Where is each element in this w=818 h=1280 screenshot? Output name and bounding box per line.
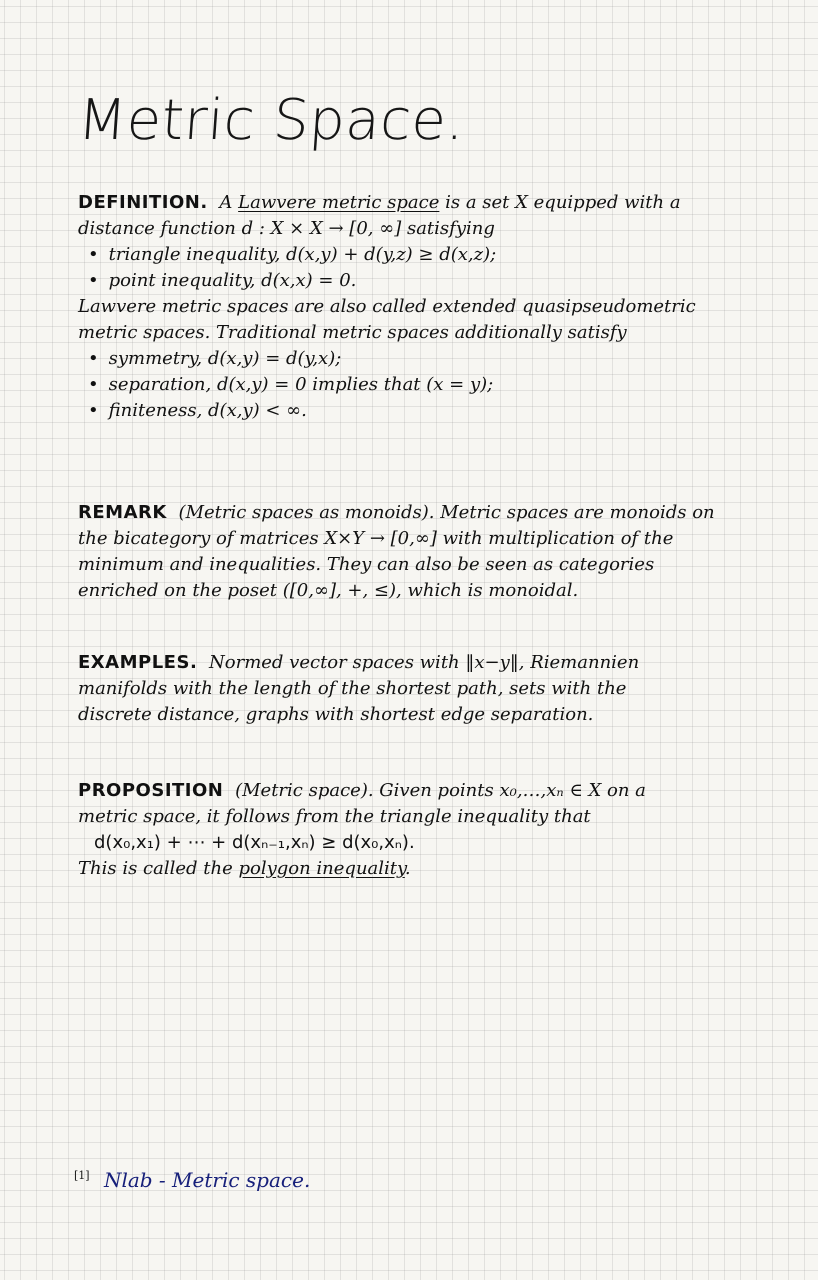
- remark-line-1: [78, 500, 718, 526]
- proposition-text: (Metric space). Given points x₀,…,xₙ ∈ X on a: [235, 780, 646, 801]
- page-title: Metric Space.: [75, 88, 468, 153]
- remark-text: minimum and inequalities. They can also be seen as categories: [78, 554, 655, 575]
- definition-bullet: • separation, d(x,y) = 0 implies that (x = y);: [78, 372, 718, 398]
- examples-heading: EXAMPLES.: [78, 652, 198, 673]
- definition-bullet: • symmetry, d(x,y) = d(y,x);: [78, 346, 718, 372]
- examples-line-1: [78, 650, 718, 676]
- remark-text: the bicategory of matrices X×Y → [0,∞] with multiplication of the: [78, 528, 674, 549]
- definition-text: metric spaces. Traditional metric spaces additionally satisfy: [78, 322, 627, 343]
- footnote-marker: [1]: [74, 1169, 90, 1183]
- definition-bullet: • triangle inequality, d(x,y) + d(y,z) ≥ d(x,z);: [78, 242, 718, 268]
- definition-section: [78, 190, 718, 424]
- definition-bullet: • point inequality, d(x,x) = 0.: [78, 268, 718, 294]
- proposition-last-pre: This is called the: [78, 858, 233, 879]
- polygon-inequality-term: polygon inequality: [238, 858, 405, 879]
- examples-text: Normed vector spaces with ‖x−y‖, Riemannien: [209, 652, 640, 673]
- definition-bullet: • finiteness, d(x,y) < ∞.: [78, 398, 718, 424]
- definition-heading: DEFINITION.: [78, 192, 208, 213]
- definition-text: Lawvere metric spaces are also called extended quasipseudometric: [78, 296, 696, 317]
- examples-section: [78, 650, 718, 728]
- proposition-last-line: [78, 856, 718, 882]
- examples-text: discrete distance, graphs with shortest edge separation.: [78, 704, 594, 725]
- proposition-last-post: .: [404, 858, 411, 879]
- proposition-line-1: [78, 778, 718, 804]
- remark-text: enriched on the poset ([0,∞], +, ≤), which is monoidal.: [78, 580, 579, 601]
- remark-section: [78, 500, 718, 604]
- remark-text: (Metric spaces as monoids). Metric spaces are monoids on: [178, 502, 715, 523]
- footnote-text: Nlab - Metric space.: [103, 1168, 311, 1192]
- footnote: [74, 1168, 310, 1192]
- definition-post: is a set X equipped with a: [445, 192, 681, 213]
- proposition-section: [78, 778, 718, 882]
- definition-line-1: [78, 190, 718, 216]
- proposition-formula: d(x₀,x₁) + ⋯ + d(xₙ₋₁,xₙ) ≥ d(x₀,xₙ).: [94, 832, 415, 853]
- examples-text: manifolds with the length of the shortest path, sets with the: [78, 678, 627, 699]
- definition-pre: A: [219, 192, 233, 213]
- proposition-text: metric space, it follows from the triangle inequality that: [78, 806, 591, 827]
- definition-line-2: distance function d : X × X → [0, ∞] satisfying: [78, 218, 495, 239]
- remark-heading: REMARK: [78, 502, 167, 523]
- proposition-heading: PROPOSITION: [78, 780, 224, 801]
- definition-term: Lawvere metric space: [238, 192, 440, 213]
